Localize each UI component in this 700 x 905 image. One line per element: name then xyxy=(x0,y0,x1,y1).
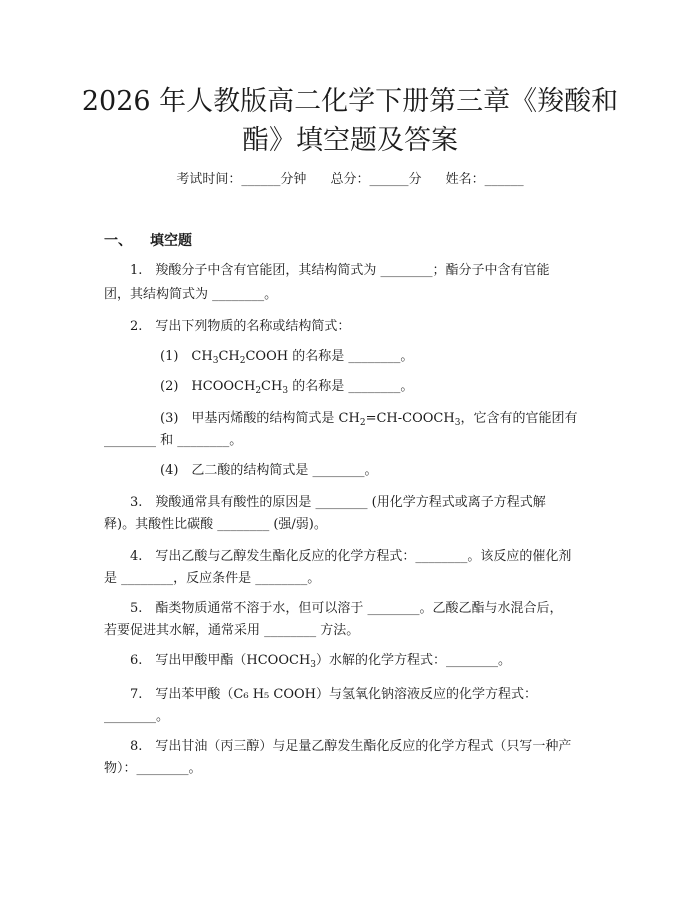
question-6: 6. 写出甲酸甲酯$(HCOOCH_3)$水解的化学方程式：________。 xyxy=(130,653,512,670)
document-title-line-1: 2026 年人教版高二化学下册第三章《羧酸和 xyxy=(81,86,619,117)
section-number: 一、 xyxy=(104,233,132,249)
question-2-item-3-line-2: ________ 和 ________。 xyxy=(104,433,243,448)
question-2-item-4: (4) 乙二酸的结构简式是 ________。 xyxy=(160,463,378,478)
question-7-line-1: 7. 写出苯甲酸（C₆ H₅ COOH）与氢氧化钠溶液反应的化学方程式： xyxy=(130,687,537,702)
question-2-item-1: (1) $CH_3CH_2COOH$ 的名称是 ________。 xyxy=(160,349,414,366)
exam-info xyxy=(0,168,700,187)
exam-name-field: 姓名：______ xyxy=(445,172,524,187)
document-title-line-2: 酯》填空题及答案 xyxy=(242,125,458,156)
question-2: 2. 写出下列物质的名称或结构简式： xyxy=(130,319,351,334)
question-1-line-2: 团，其结构简式为 ________。 xyxy=(104,287,278,302)
question-4-line-1: 4. 写出乙酸与乙醇发生酯化反应的化学方程式：________。该反应的催化剂 xyxy=(130,549,572,564)
question-8-line-1: 8. 写出甘油（丙三醇）与足量乙醇发生酯化反应的化学方程式（只写一种产 xyxy=(130,739,572,754)
exam-total-score: 总分：______分 xyxy=(330,172,422,187)
question-3-line-2: 释)。其酸性比碳酸 ________ (强/弱)。 xyxy=(104,517,327,532)
question-2-item-3-line-1: (3) 甲基丙烯酸的结构简式是 $CH_2=CH-COOCH_3$，它含有的官能团有 xyxy=(160,411,578,428)
question-4-line-2: 是 ________，反应条件是 ________。 xyxy=(104,571,321,586)
question-7-line-2: ________。 xyxy=(104,709,170,724)
question-5-line-2: 若要促进其水解，通常采用 ________ 方法。 xyxy=(104,623,360,638)
question-1-line-1: 1. 羧酸分子中含有官能团，其结构简式为 ________；酯分子中含有官能 xyxy=(130,263,550,278)
question-5-line-1: 5. 酯类物质通常不溶于水，但可以溶于 ________。乙酸乙酯与水混合后， xyxy=(130,601,563,616)
exam-time: 考试时间：______分钟 xyxy=(176,172,307,187)
section-label: 填空题 xyxy=(150,233,192,249)
question-2-item-2: (2) $HCOOCH_2CH_3$ 的名称是 ________。 xyxy=(160,379,414,396)
section-heading xyxy=(104,230,192,250)
question-3-line-1: 3. 羧酸通常具有酸性的原因是 ________ (用化学方程式或离子方程式解 xyxy=(130,495,546,510)
question-8-line-2: 物）：________。 xyxy=(104,761,202,776)
